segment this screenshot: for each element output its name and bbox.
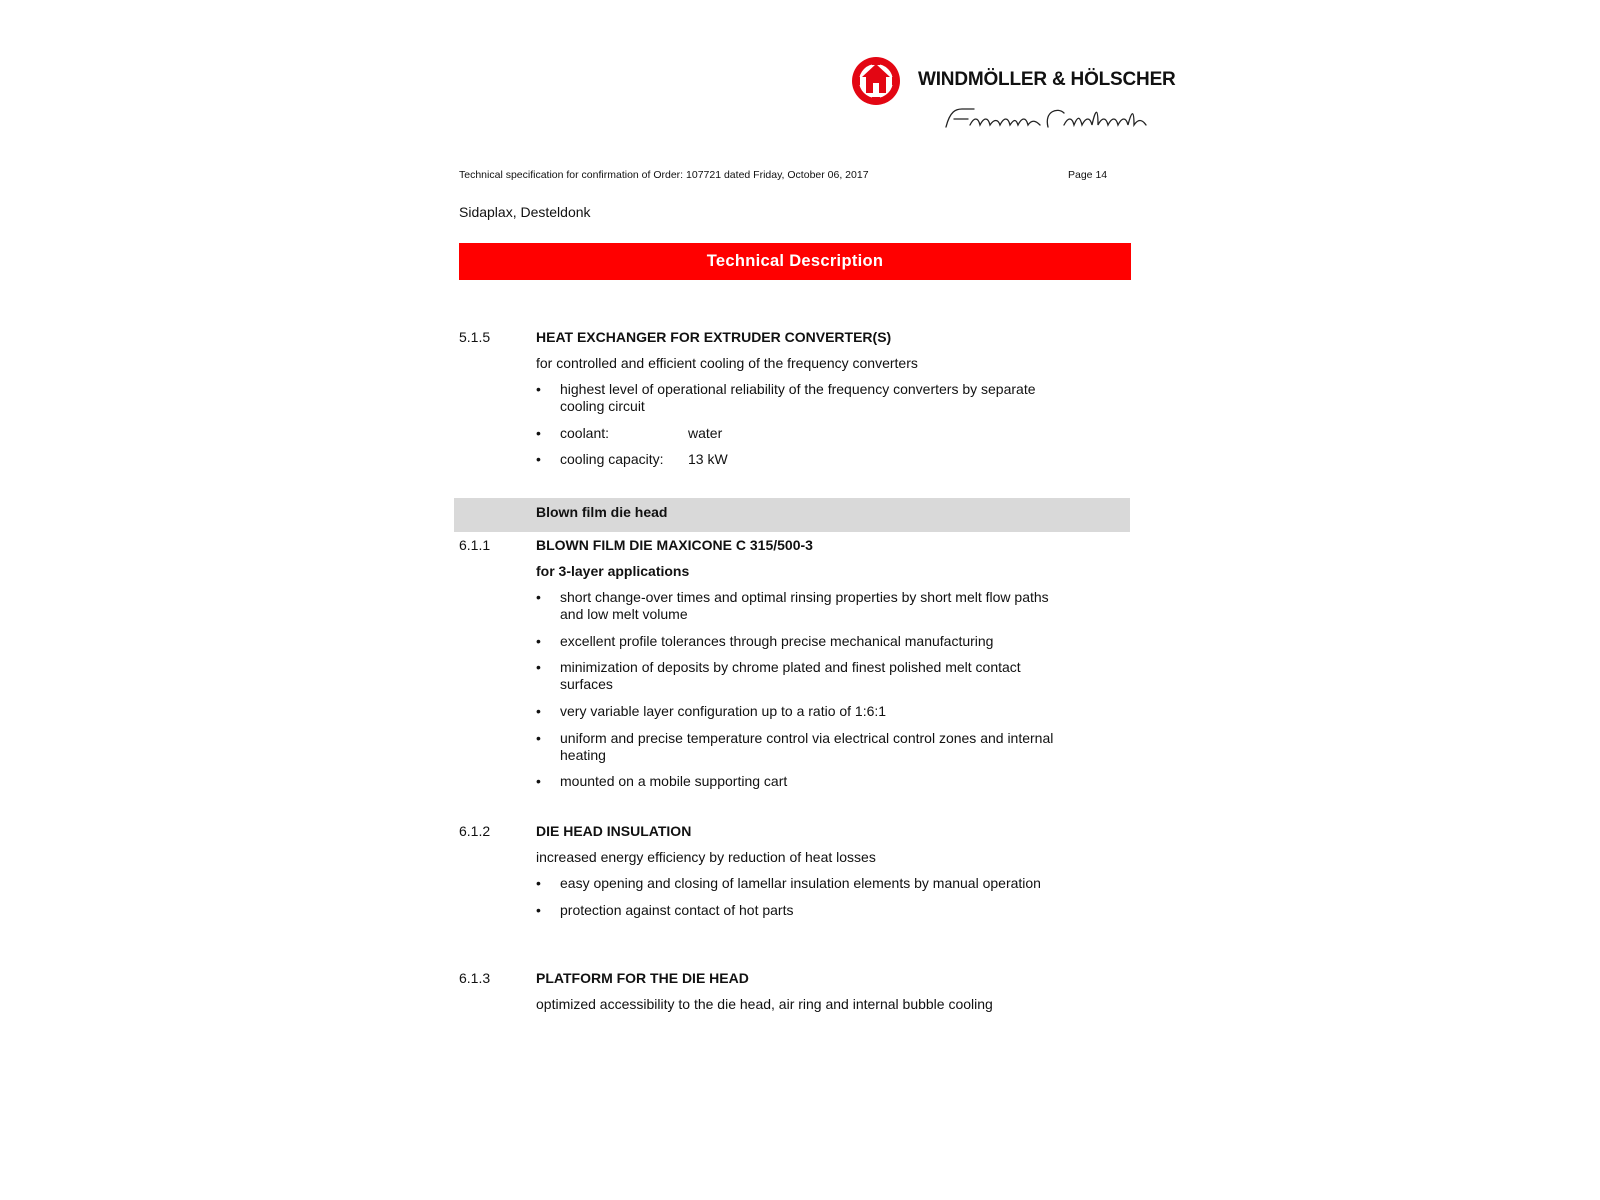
bullet-icon: • — [536, 702, 541, 719]
handwritten-signature — [940, 103, 1160, 133]
group-heading-band — [454, 498, 1130, 532]
bullet-icon: • — [536, 773, 541, 790]
bullet-icon: • — [536, 659, 541, 676]
bullet-icon: • — [536, 424, 541, 441]
bullet-list — [536, 381, 1056, 478]
section-number: 6.1.1 — [459, 537, 491, 553]
section-description: optimized accessibility to the die head, air ring and internal bubble cooling — [536, 996, 993, 1012]
page-number: Page 14 — [1068, 169, 1108, 181]
section-description: increased energy efficiency by reduction of heat losses — [536, 849, 876, 865]
bullet-icon: • — [536, 901, 541, 918]
bullet-icon: • — [536, 632, 541, 649]
section-banner — [459, 243, 1131, 280]
list-item-text: minimization of deposits by chrome plated and finest polished melt contact surfaces — [560, 659, 1021, 693]
spec-value: 13 kW — [688, 451, 728, 468]
list-item — [536, 381, 1056, 415]
list-item-text: easy opening and closing of lamellar insulation elements by manual operation — [560, 875, 1041, 891]
bullet-list — [536, 589, 1056, 800]
section-description: for controlled and efficient cooling of the frequency converters — [536, 355, 918, 371]
list-item — [536, 703, 1056, 720]
list-item — [536, 451, 1056, 468]
list-item — [536, 425, 1056, 442]
list-item-text: excellent profile tolerances through precise mechanical manufacturing — [560, 632, 994, 649]
banner-title: Technical Description — [706, 252, 884, 270]
customer-name: Sidaplax, Desteldonk — [459, 204, 591, 220]
group-heading: Blown film die head — [536, 504, 668, 520]
list-item-text: highest level of operational reliability of the frequency converters by separate cooling circuit — [560, 381, 1036, 414]
list-item-text: uniform and precise temperature control via electrical control zones and internal heating — [560, 729, 1054, 763]
bullet-list — [536, 875, 1056, 929]
list-item — [536, 589, 1056, 623]
bullet-icon: • — [536, 729, 541, 746]
list-item-text: very variable layer configuration up to a ratio of 1:6:1 — [560, 702, 887, 719]
order-reference: Technical specification for confirmation of Order: 107721 dated Friday, October 06, 2017 — [459, 169, 869, 181]
brand-name: WINDMÖLLER & HÖLSCHER — [918, 69, 1176, 90]
spec-key: cooling capacity: — [560, 451, 664, 468]
bullet-icon: • — [536, 875, 541, 891]
spec-key: coolant: — [560, 424, 610, 441]
list-item — [536, 902, 1056, 919]
section-number: 5.1.5 — [459, 329, 491, 345]
section-title: PLATFORM FOR THE DIE HEAD — [536, 970, 749, 986]
bullet-icon: • — [536, 451, 541, 468]
section-number: 6.1.3 — [459, 970, 491, 986]
bullet-icon: • — [536, 381, 541, 397]
bullet-icon: • — [536, 589, 541, 605]
spec-value: water — [688, 424, 723, 441]
brand-header — [850, 55, 1190, 135]
list-item — [536, 730, 1056, 764]
list-item — [536, 659, 1056, 693]
list-item — [536, 773, 1056, 790]
section-number: 6.1.2 — [459, 823, 491, 839]
section-title: DIE HEAD INSULATION — [536, 823, 692, 839]
section-description: for 3-layer applications — [536, 563, 690, 579]
list-item-text: mounted on a mobile supporting cart — [560, 773, 788, 790]
list-item — [536, 633, 1056, 650]
list-item — [536, 875, 1056, 892]
list-item-text: protection against contact of hot parts — [560, 901, 794, 918]
list-item-text: short change-over times and optimal rinsing properties by short melt flow paths and low melt volume — [560, 589, 1049, 622]
section-title: BLOWN FILM DIE MAXICONE C 315/500-3 — [536, 537, 813, 553]
windmoeller-hoelscher-logo-icon — [850, 55, 902, 107]
section-title: HEAT EXCHANGER FOR EXTRUDER CONVERTER(S) — [536, 329, 892, 345]
